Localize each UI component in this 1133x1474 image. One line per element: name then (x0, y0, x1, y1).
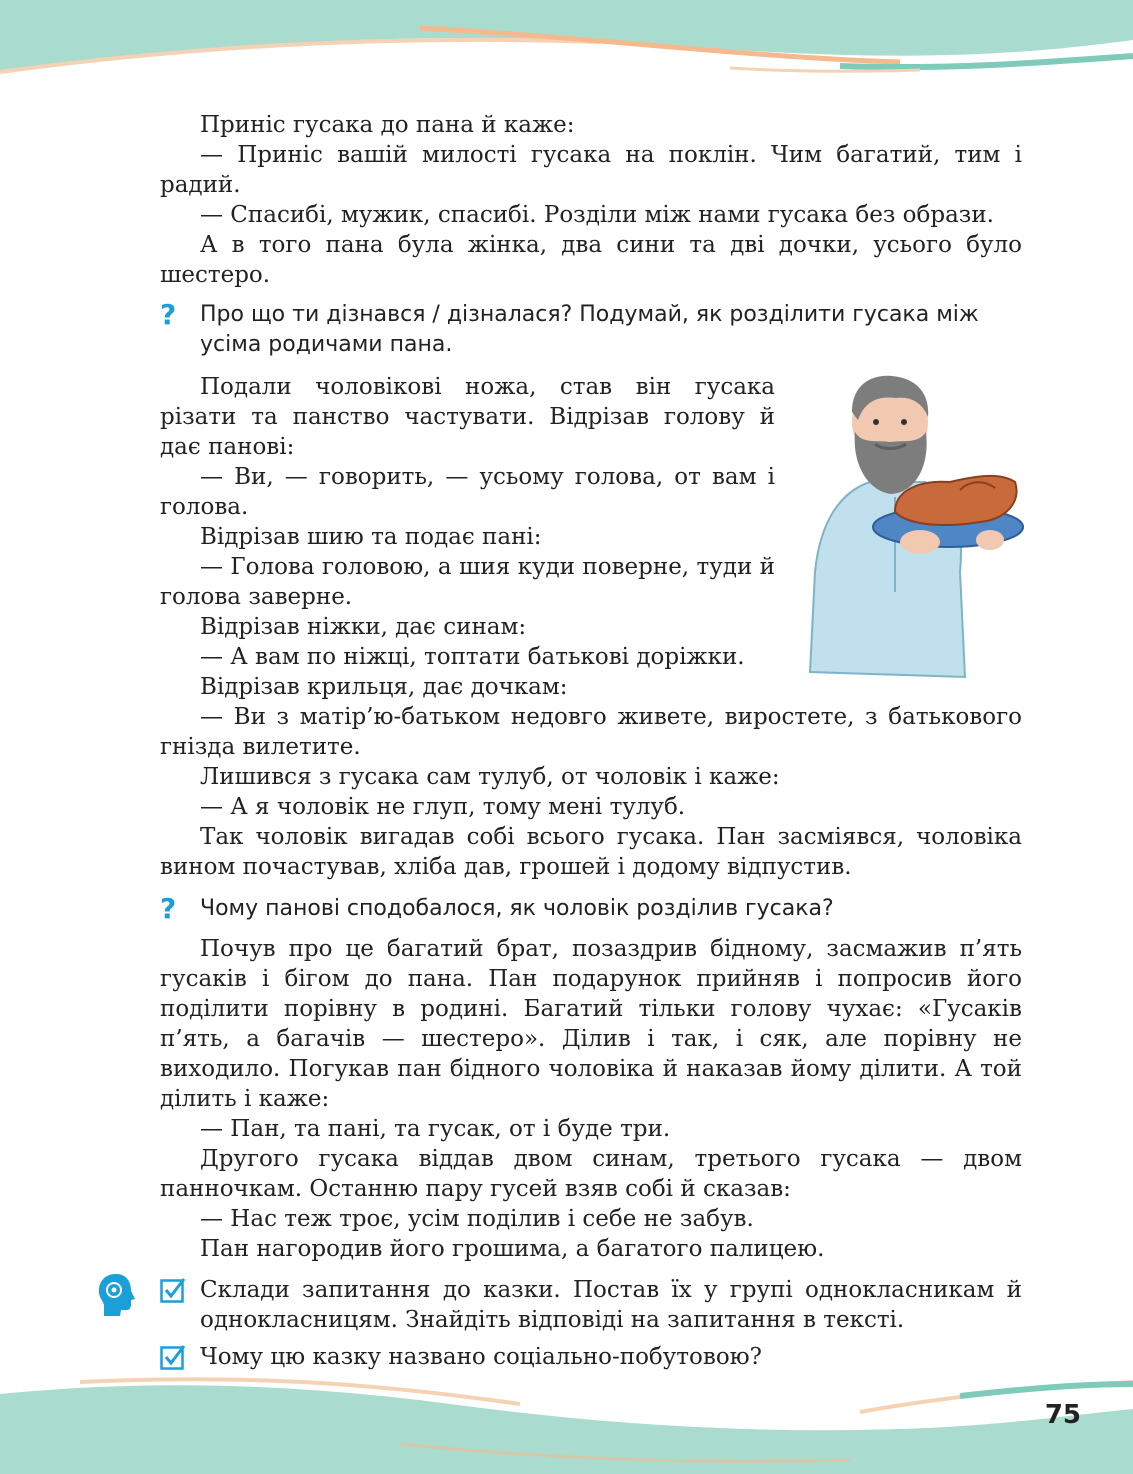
question-text: Про що ти дізнався / дізналася? Подумай, як розділити гусака між усіма родичами пана. (200, 302, 979, 357)
question-2 (160, 894, 1022, 924)
task-text: Склади запитання до казки. Постав їх у групі однокласникам й однокласницям. Знайдіть відповіді на запитання в тексті. (200, 1277, 1022, 1333)
paragraph: Подали чоловікові ножа, став він гусака різати та панство частувати. Відрізав голову й дає панові: (160, 374, 775, 460)
story-section-2 (160, 372, 775, 702)
paragraph: Відрізав шию та подає пані: (200, 524, 542, 550)
top-wave-decoration (0, 0, 1133, 90)
paragraph: — Спасибі, мужик, спасибі. Розділи між нами гусака без образи. (200, 202, 994, 228)
task-1 (160, 1275, 1022, 1335)
paragraph: Відрізав крильця, дає дочкам: (200, 674, 568, 700)
peasant-with-goose-illustration (800, 372, 1030, 692)
paragraph: — А вам по ніжці, топтати батькові доріжки. (200, 644, 745, 670)
paragraph: — Приніс вашій милості гусака на поклін. Чим багатий, тим і радий. (160, 142, 1022, 198)
paragraph: — Пан, та пані, та гусак, от і буде три. (200, 1116, 671, 1142)
think-head-icon (96, 1272, 138, 1318)
paragraph: Другого гусака віддав двом синам, третього гусака — двом панночкам. Останню пару гусей взяв собі й сказав: (160, 1146, 1022, 1202)
story-section-2-continued (160, 702, 1022, 882)
paragraph: — Ви, — говорить, — усьому голова, от вам і голова. (160, 464, 775, 520)
paragraph: Лишився з гусака сам тулуб, от чоловік і каже: (200, 764, 780, 790)
question-icon: ? (160, 298, 177, 331)
question-text: Чому панові сподобалося, як чоловік розділив гусака? (200, 896, 834, 921)
paragraph: Так чоловік вигадав собі всього гусака. Пан засміявся, чоловіка вином почастував, хліба дав, грошей і додому відпустив. (160, 824, 1022, 880)
page-number: 75 (1044, 1400, 1081, 1430)
task-text: Чому цю казку названо соціально-побутовою? (200, 1344, 763, 1370)
paragraph: А в того пана була жінка, два сини та дві дочки, усього було шестеро. (160, 232, 1022, 288)
paragraph: Відрізав ніжки, дає синам: (200, 614, 527, 640)
paragraph: — Голова головою, а шия куди поверне, туди й голова заверне. (160, 554, 775, 610)
bottom-wave-decoration (0, 1364, 1133, 1474)
paragraph: Приніс гусака до пана й каже: (200, 112, 575, 138)
paragraph: — А я чоловік не глуп, тому мені тулуб. (200, 794, 686, 820)
question-1 (160, 300, 1022, 360)
story-section-3 (160, 934, 1022, 1264)
paragraph: — Ви з матір’ю-батьком недовго живете, виростете, з батькового гнізда вилетите. (160, 704, 1022, 760)
story-section-1 (160, 110, 1022, 290)
question-icon: ? (160, 892, 177, 925)
paragraph: Почув про це багатий брат, позаздрив бідному, засмажив п’ять гусаків і бігом до пана. Пан подарунок прийняв і попросив його поділити порівну в родині. Багатий тільки голову чухає: «Гусаків п’ять, а багачів — шестеро». Ділив і так, і сяк, але порівну не виходило. Погукав пан бідного чоловіка й наказав йому ділити. А той ділить і каже: (160, 936, 1022, 1112)
checkbox-icon (160, 1277, 186, 1303)
paragraph: — Нас теж троє, усім поділив і себе не забув. (200, 1206, 754, 1232)
paragraph: Пан нагородив його грошима, а багатого палицею. (200, 1236, 825, 1262)
